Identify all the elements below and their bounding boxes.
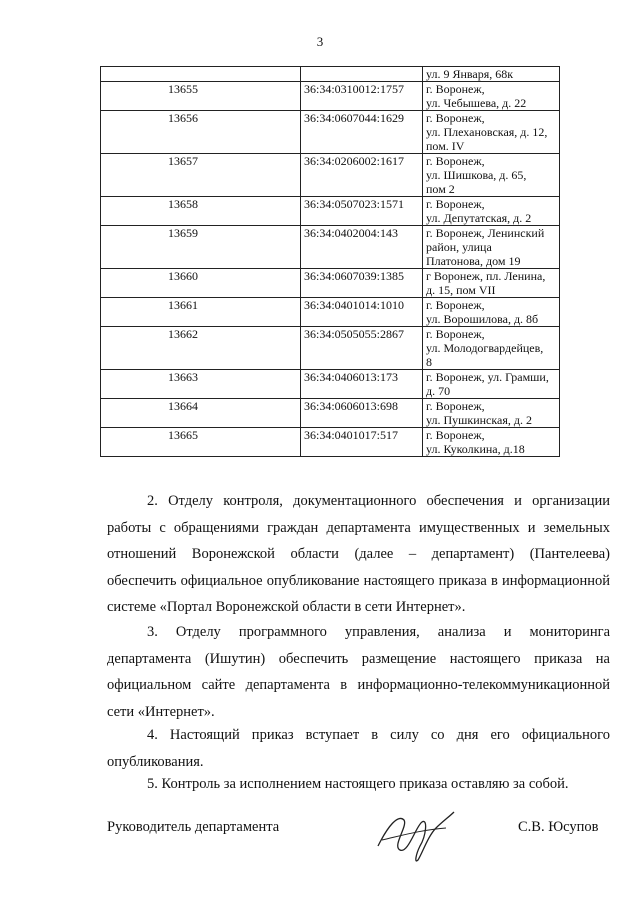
address-line: ул. Молодогвардейцев, bbox=[426, 341, 544, 355]
row-number-cell: 13665 bbox=[101, 428, 301, 457]
cadastral-number-cell: 36:34:0402004:143 bbox=[301, 226, 423, 269]
address-cell bbox=[423, 197, 560, 226]
row-number-cell: 13661 bbox=[101, 298, 301, 327]
address-cell bbox=[423, 428, 560, 457]
row-number-cell: 13662 bbox=[101, 327, 301, 370]
address-line: ул. Чебышева, д. 22 bbox=[426, 96, 527, 110]
address-line: 8 bbox=[426, 355, 432, 369]
row-number-cell bbox=[101, 67, 301, 82]
cadastral-number-cell: 36:34:0310012:1757 bbox=[301, 82, 423, 111]
row-number-cell: 13659 bbox=[101, 226, 301, 269]
address-line: г. Воронеж, ул. Грамши, bbox=[426, 370, 549, 384]
paragraph-3: 3. Отделу программного управления, анализа и мониторинга департамента (Ишутин) обеспечить размещение настоящего приказа на официальном сайте департамента в информационно-телекоммуникационной сети «Интернет». bbox=[107, 624, 610, 720]
table-row bbox=[101, 269, 560, 298]
address-line: д. 15, пом VII bbox=[426, 283, 496, 297]
address-line: г. Воронеж, bbox=[426, 298, 485, 312]
address-line: ул. Пушкинская, д. 2 bbox=[426, 413, 532, 427]
row-number-cell: 13664 bbox=[101, 399, 301, 428]
address-line: ул. Куколкина, д.18 bbox=[426, 442, 525, 456]
address-line: Платонова, дом 19 bbox=[426, 254, 521, 268]
address-cell bbox=[423, 399, 560, 428]
address-line: г. Воронеж, bbox=[426, 428, 485, 442]
address-cell bbox=[423, 154, 560, 197]
row-number-cell: 13657 bbox=[101, 154, 301, 197]
table-row bbox=[101, 67, 560, 82]
address-line: район, улица bbox=[426, 240, 492, 254]
table-row bbox=[101, 298, 560, 327]
paragraph-2: 2. Отделу контроля, документационного обеспечения и организации работы с обращениями граждан департамента имущественных и земельных отношений Воронежской области (далее – департамент) (Пантелеева) обеспечить официальное опубликование настоящего приказа в информационной системе «Портал Воронежской области в сети Интернет». bbox=[107, 493, 610, 615]
address-line: г. Воронеж, bbox=[426, 82, 485, 96]
address-line: г. Воронеж, bbox=[426, 197, 485, 211]
address-line: ул. Ворошилова, д. 8б bbox=[426, 312, 539, 326]
registry-table bbox=[100, 66, 560, 457]
table-row bbox=[101, 226, 560, 269]
table-row bbox=[101, 370, 560, 399]
table-row bbox=[101, 399, 560, 428]
table-row bbox=[101, 111, 560, 154]
address-cell bbox=[423, 269, 560, 298]
cadastral-number-cell: 36:34:0206002:1617 bbox=[301, 154, 423, 197]
cadastral-number-cell: 36:34:0507023:1571 bbox=[301, 197, 423, 226]
row-number-cell: 13655 bbox=[101, 82, 301, 111]
row-number-cell: 13663 bbox=[101, 370, 301, 399]
address-cell bbox=[423, 111, 560, 154]
cadastral-number-cell: 36:34:0406013:173 bbox=[301, 370, 423, 399]
address-line: ул. Депутатская, д. 2 bbox=[426, 211, 532, 225]
cadastral-number-cell: 36:34:0607044:1629 bbox=[301, 111, 423, 154]
cadastral-number-cell: 36:34:0607039:1385 bbox=[301, 269, 423, 298]
position-title: Руководитель департамента bbox=[107, 819, 280, 835]
address-line: ул. Шишкова, д. 65, bbox=[426, 168, 527, 182]
paragraph-5: 5. Контроль за исполнением настоящего приказа оставляю за собой. bbox=[147, 776, 569, 792]
table-row bbox=[101, 428, 560, 457]
cadastral-number-cell: 36:34:0401014:1010 bbox=[301, 298, 423, 327]
address-line: ул. Плехановская, д. 12, bbox=[426, 125, 548, 139]
address-cell bbox=[423, 327, 560, 370]
address-line: г. Воронеж, bbox=[426, 154, 485, 168]
table-row bbox=[101, 197, 560, 226]
registry-table-body bbox=[101, 67, 560, 457]
address-cell bbox=[423, 226, 560, 269]
address-line: г. Воронеж, bbox=[426, 327, 485, 341]
address-line: д. 70 bbox=[426, 384, 451, 398]
address-line: ул. 9 Января, 68к bbox=[426, 67, 514, 81]
cadastral-number-cell: 36:34:0606013:698 bbox=[301, 399, 423, 428]
table-row bbox=[101, 327, 560, 370]
handwritten-signature bbox=[370, 806, 460, 866]
row-number-cell: 13660 bbox=[101, 269, 301, 298]
paragraph-4: 4. Настоящий приказ вступает в силу со дня его официального опубликования. bbox=[107, 727, 610, 770]
address-cell bbox=[423, 82, 560, 111]
address-cell bbox=[423, 67, 560, 82]
table-row bbox=[101, 82, 560, 111]
row-number-cell: 13656 bbox=[101, 111, 301, 154]
signer-name: С.В. Юсупов bbox=[518, 819, 599, 835]
address-line: г. Воронеж, bbox=[426, 399, 485, 413]
address-line: пом 2 bbox=[426, 182, 455, 196]
table-row bbox=[101, 154, 560, 197]
cadastral-number-cell bbox=[301, 67, 423, 82]
address-line: г. Воронеж, Ленинский bbox=[426, 226, 545, 240]
cadastral-number-cell: 36:34:0505055:2867 bbox=[301, 327, 423, 370]
address-line: г Воронеж, пл. Ленина, bbox=[426, 269, 546, 283]
address-cell bbox=[423, 370, 560, 399]
address-line: пом. IV bbox=[426, 139, 465, 153]
row-number-cell: 13658 bbox=[101, 197, 301, 226]
address-line: г. Воронеж, bbox=[426, 111, 485, 125]
page-number: 3 bbox=[316, 34, 324, 49]
cadastral-number-cell: 36:34:0401017:517 bbox=[301, 428, 423, 457]
address-cell bbox=[423, 298, 560, 327]
